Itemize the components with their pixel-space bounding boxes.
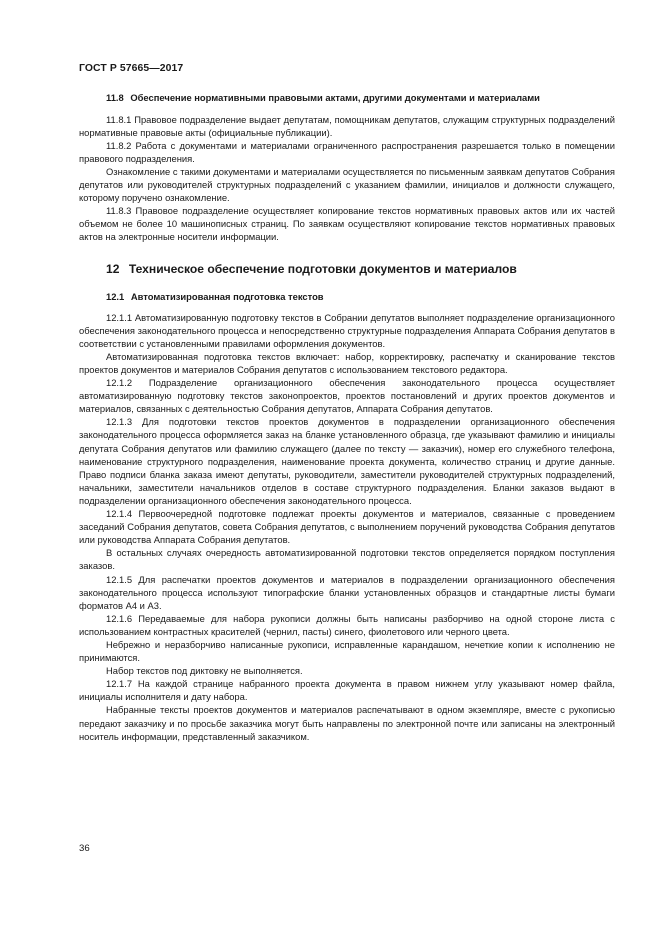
paragraph: 12.1.5 Для распечатки проектов документов и материалов в подразделении организационного обеспечения законодательного процесса используют типографские бланки установленных образцов и стандартные листы бумаги форматов А4 и А3. [79,573,615,611]
standard-header: ГОСТ Р 57665—2017 [79,63,184,74]
paragraph: Набранные тексты проектов документов и материалов распечатывают в одном экземпляре, вместе с рукописью передают заказчику и по просьбе заказчика могут быть направлены по электронной почте или записаны на электронный носитель информации, представленный заказчиком. [79,704,615,742]
section-title: Обеспечение нормативными правовыми актами, другими документами и материалами [130,92,540,103]
page-body [79,92,615,743]
paragraph: Набор текстов под диктовку не выполняется. [106,665,303,677]
paragraph: 11.8.3 Правовое подразделение осуществляет копирование текстов нормативных правовых актов или их частей объемом не более 10 машинописных страниц. По заявкам осуществляют копирование текстов нормативных правовых актов на электронные носители информации. [79,205,615,243]
section-12-heading [79,262,615,277]
paragraph: В остальных случаях очередность автоматизированной подготовки текстов определяется порядком поступления заказов. [79,547,615,572]
paragraph: 12.1.3 Для подготовки текстов проектов документов в подразделении организационного обеспечения законодательного процесса оформляется заказ на бланке установленного образца, где указывают фамилию и инициалы депутата Собрания депутатов или фамилию служащего (далее по тексту — заказчик), номер его служебного телефона, наименование структурного подразделения, наименование проекта документа, количество страниц и другие данные. Право подписи бланка заказа имеют депутаты, руководители, заместители руководителей структурных подразделений, начальники, заместители начальников отделов в составе структурного подразделения. Бланки заказов выдают в подразделении организационного обеспечения законодательного процесса. [79,416,615,506]
paragraph: Небрежно и неразборчиво написанные рукописи, исправленные карандашом, нечеткие копии к исполнению не принимаются. [79,638,615,664]
paragraph: Ознакомление с такими документами и материалами осуществляется по письменным заявкам депутатов Собрания депутатов или руководителей структурных подразделений с указанием фамилии, инициалов и должности служащего, которому поручено ознакомление. [79,165,615,204]
section-number: 12 [106,261,120,276]
section-title: Автоматизированная подготовка текстов [130,290,324,302]
section-12-1-heading [79,290,615,303]
paragraph: 12.1.7 На каждой странице набранного проекта документа в правом нижнем углу указывают номер файла, инициалы исполнителя и дату набора. [79,678,615,703]
paragraph: 11.8.2 Работа с документами и материалами ограниченного распространения разрешается только в помещении правового подразделения. [79,139,615,164]
paragraph: 12.1.2 Подразделение организационного обеспечения законодательного процесса осуществляет автоматизированную подготовку текстов законопроектов, проектов постановлений и других проектов документов и материалов, связанных с деятельностью Собрания депутатов, Аппарата Собрания депутатов. [79,377,615,415]
section-title: Техническое обеспечение подготовки документов и материалов [128,261,517,276]
paragraph: 12.1.4 Первоочередной подготовке подлежат проекты документов и материалов, связанные с проведением заседаний Собрания депутатов, совета Собрания депутатов, с выполнением поручений руководства Собрания депутатов или руководства Аппарата Собрания депутатов. [79,508,615,546]
section-number: 11.8 [106,92,124,103]
paragraph: 11.8.1 Правовое подразделение выдает депутатам, помощникам депутатов, служащим структурных подразделений нормативные правовые акты (официальные публикации). [79,113,615,138]
section-number: 12.1 [106,290,125,302]
paragraph: 12.1.1 Автоматизированную подготовку текстов в Собрании депутатов выполняет подразделение организационного обеспечения законодательного процесса и непосредственно структурные подразделения Аппарата Собрания депутатов в соответствии с установленными правилами оформления документов. [79,311,615,349]
paragraph: 12.1.6 Передаваемые для набора рукописи должны быть написаны разборчиво на одной стороне листа с использованием контрастных красителей (чернил, пасты) синего, фиолетового или черного цвета. [79,612,615,637]
section-11-8-heading [79,92,615,105]
paragraph: Автоматизированная подготовка текстов включает: набор, корректировку, распечатку и сканирование текстов проектов документов и материалов Собрания депутатов с использованием текстового редактора. [79,350,615,375]
page-number: 36 [79,843,90,854]
